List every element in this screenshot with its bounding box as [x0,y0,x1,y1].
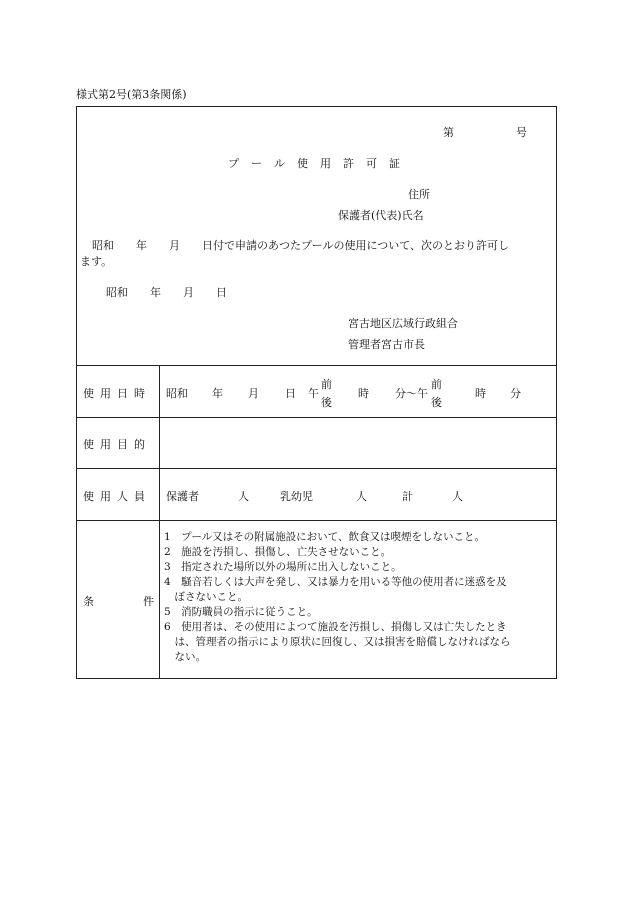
permit-statement-line2: ます。 [80,255,113,268]
usage-purpose-label: 使用目的 [83,438,151,451]
condition-item: 1 プール又はその附属施設において、飲食又は喫煙をしないこと。 [164,531,485,543]
condition-item: 5 消防職員の指示に従うこと。 [164,606,318,618]
usage-purpose-field[interactable] [162,420,554,466]
condition-item: 2 施設を汚損し、損傷し、亡失させないこと。 [164,546,392,558]
guardian-name-label: 保護者(代表)氏名 [338,209,424,222]
condition-item: ぼさないこと。 [164,591,248,603]
issuer-organization: 宮古地区広域行政組合 [348,317,458,330]
issue-date: 昭和 年 月 日 [106,286,227,299]
number-prefix: 第 [443,126,454,139]
document-title: プ ー ル 使 用 許 可 証 [228,157,401,170]
condition-item: 6 使用者は、その使用によつて施設を汚損し、損傷し又は亡失したとき [164,621,507,633]
condition-item: ない。 [164,651,206,663]
conditions-label-right: 件 [143,595,154,608]
condition-item: は、管理者の指示により原状に回復し、又は損害を賠償しなければなら [164,636,511,648]
issuer-title: 管理者宮古市長 [348,338,425,351]
usage-datetime-label: 使用日時 [83,387,151,400]
conditions-list [164,530,511,665]
address-label: 住所 [408,188,430,201]
conditions-label-left: 条 [83,595,94,608]
permit-statement-line1: 昭和 年 月 日付で申請のあつたプールの使用について、次のとおり許可し [92,239,510,252]
usage-people-label: 使用人員 [83,490,151,503]
condition-item: 3 指定された場所以外の場所に出入しないこと。 [164,561,402,573]
number-suffix: 号 [516,126,527,139]
form-number-label: 様式第2号(第3条関係) [76,88,187,101]
condition-item: 4 騒音若しくは大声を発し、又は暴力を用いる等他の使用者に迷惑を及 [164,576,507,588]
